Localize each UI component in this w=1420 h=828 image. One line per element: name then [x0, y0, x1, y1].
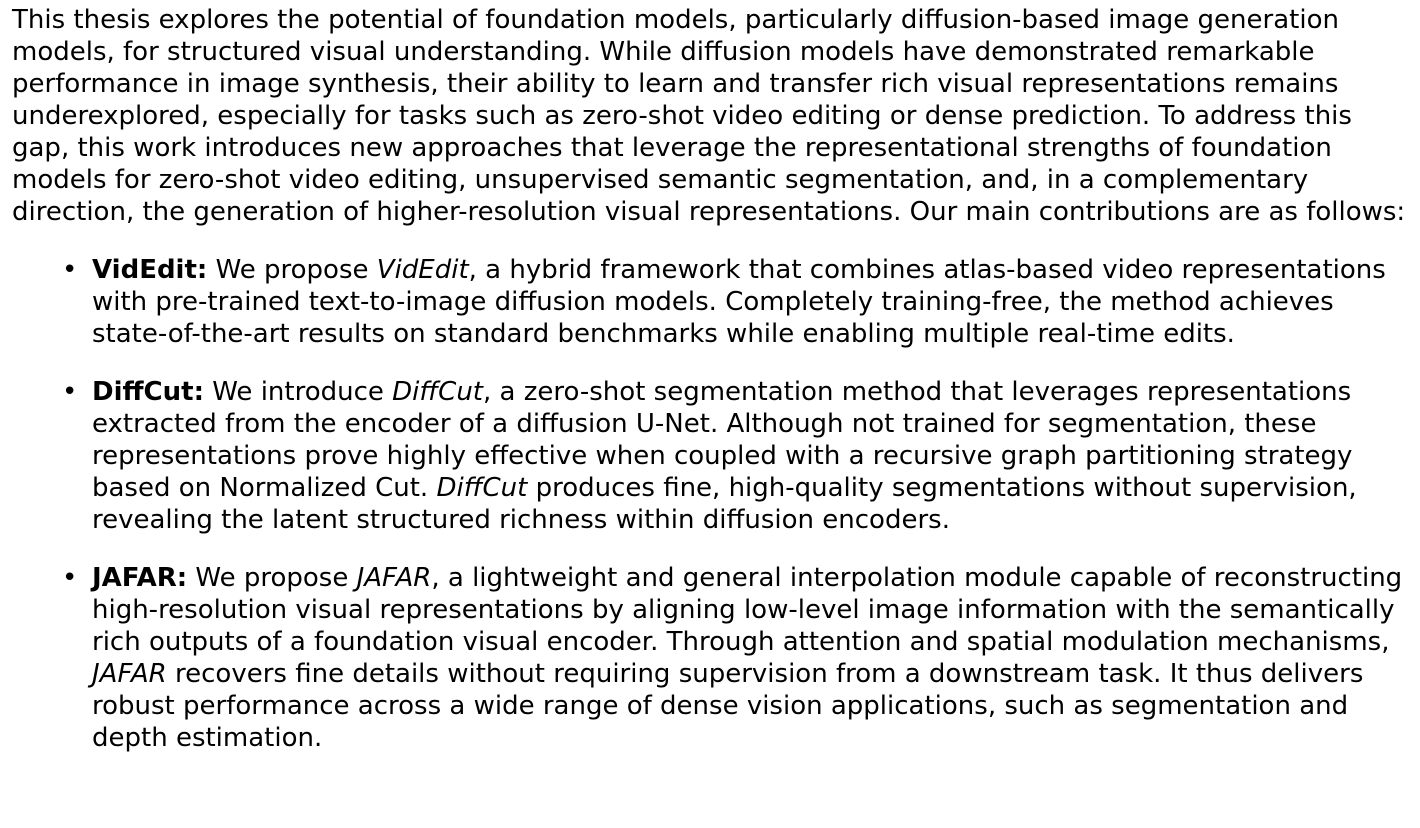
contribution-text: We propose [187, 563, 357, 593]
bullet-icon: • [62, 563, 78, 593]
contribution-text: , a hybrid framework that combines atlas-based video representations with pre-trained text-to-image diffusion models. Completely training-free, the method achieves state-of-the-art results on standard benchmarks while enabling multiple real-time edits. [92, 255, 1386, 349]
contribution-text: , a zero-shot segmentation method that leverages representations extracted from the encoder of a diffusion U-Net. Although not trained for segmentation, these representations prove highly effective when coupled with a recursive graph partitioning strategy based on Normalized Cut. [92, 377, 1353, 503]
contribution-text: recovers fine details without requiring supervision from a downstream task. It thus delivers robust performance across a wide range of dense vision applications, such as segmentation and depth estimation. [92, 659, 1364, 753]
contribution-term: DiffCut: [92, 377, 204, 407]
contribution-text: produces fine, high-quality segmentations without supervision, revealing the latent structured richness within diffusion encoders. [92, 473, 1357, 535]
document-body [12, 4, 1412, 754]
list-item-jafar [12, 562, 1412, 754]
contribution-method-name: JAFAR [92, 659, 167, 689]
contribution-method-name: DiffCut [392, 377, 483, 407]
contributions-list [12, 254, 1412, 754]
intro-paragraph: This thesis explores the potential of foundation models, particularly diffusion-based image generation models, for structured visual understanding. While diffusion models have demonstrated remarkable performance in image synthesis, their ability to learn and transfer rich visual representations remains underexplored, especially for tasks such as zero-shot video editing or dense prediction. To address this gap, this work introduces new approaches that leverage the representational strengths of foundation models for zero-shot video editing, unsupervised semantic segmentation, and, in a complementary direction, the generation of higher-resolution visual representations. Our main contributions are as follows: [12, 5, 1406, 227]
bullet-icon: • [62, 255, 78, 285]
list-item-diffcut [12, 376, 1412, 536]
contribution-method-name: VidEdit [376, 255, 469, 285]
contribution-text: We propose [207, 255, 377, 285]
bullet-icon: • [62, 377, 78, 407]
list-item-videdit [12, 254, 1412, 350]
contribution-text: We introduce [203, 377, 393, 407]
contribution-term: VidEdit: [92, 255, 208, 285]
contribution-method-name: JAFAR [356, 563, 432, 593]
contribution-term: JAFAR: [92, 563, 188, 593]
contribution-text: , a lightweight and general interpolation module capable of reconstructing high-resolution visual representations by aligning low-level image information with the semantically rich outputs of a foundation visual encoder. Through attention and spatial modulation mechanisms, [92, 563, 1403, 657]
contribution-method-name: DiffCut [436, 473, 528, 503]
